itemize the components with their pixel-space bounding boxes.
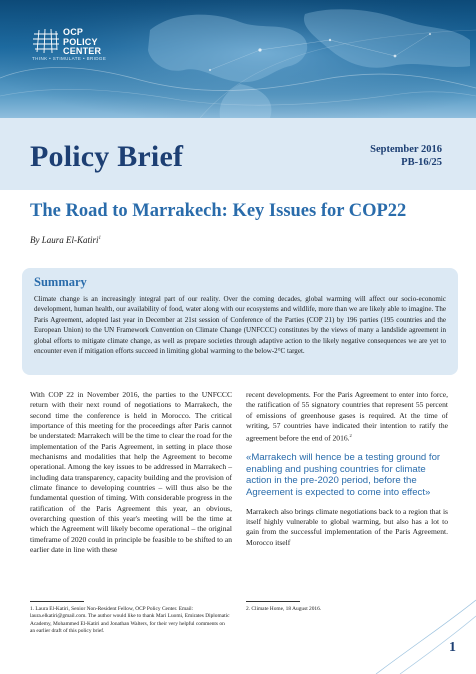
body-column-left [30, 390, 232, 556]
logo-line-1: OCP [63, 27, 84, 37]
author-footnote-ref: 1 [98, 236, 102, 241]
body-paragraph-text: recent developments. For the Paris Agreement to enter into force, the ratification of 55 signatory countries that represent 55 percent of emissions of greenhouse gases is required. At the time of writing, 57 countries have indicated their intention to ratify the agreement before the end of 2016. [246, 390, 448, 443]
footnote-divider [246, 601, 300, 602]
logo-line-2: POLICY [63, 36, 98, 47]
logo-tagline: THINK • STIMULATE • BRIDGE [32, 56, 107, 61]
body-paragraph: With COP 22 in November 2016, the parties to the UNFCCC return with their next round of negotiations to Marrakech, the second time the conference is held in Morocco. The critical importance of this meeting for the proceedings after Paris cannot be understated: Marrakech will be the time to clear the road for the implementation of the Paris Agreement, in setting in place those mechanisms and modalities that help the Agreement to become operational. Among the key issues to be addressed in Marrakech – including data transparency, capacity building and the provision of climate finance to developing countries – will thus also be the fundamental question of timing. With considerable progress in the ratification of the Paris Agreement this year, an obvious, overarching question of this year's meeting will be the time at which the Agreement will likely become operational – the original timeframe of 2020 could in principle be feasible to be shifted to an earlier date in line with these [30, 390, 233, 555]
pull-quote: «Marrakech will hence be a testing ground for enabling and pushing countries for climate action in the pre-2020 period, before the Agreement is expected to come into effect» [246, 452, 441, 499]
body-column-right [246, 390, 448, 548]
author-name: By Laura El-Katiri [30, 235, 99, 245]
footnote-2: 2. Climate Home, 18 August 2016. [246, 606, 322, 612]
publication-number: PB-16/25 [401, 157, 442, 168]
body-paragraph: Marrakech also brings climate negotiations back to a region that is itself highly vulnerable to global warming, but also has a lot to gain from the successful implementation of the Paris Agreement. Morocco itself [246, 506, 448, 547]
publication-meta [370, 143, 442, 169]
footnote-1: 1. Laura El-Katiri, Senior Non-Resident Fellow, OCP Policy Center. Email: laura.elkatiri@gmail.com. The author would like to thank Mari Luomi, Emirates Diplomatic Academy, Mohammed El-Katiri and Jonathan Walters, for their very helpful comments on an earlier draft of this policy brief. [30, 606, 230, 634]
summary-text: Climate change is an increasingly integral part of our reality. Over the coming decades, global warming will affect our socio-economic development, human health, our availability of food, water along with our ecosystems and wildlife, more than we are likely able to imagine. The Paris Agreement, adopted last year in December at 21st session of Conference of the Parties (COP 21) by 196 parties (195 countries and the European Union) to the UN Framework Convention on Climate Change (UNFCCC) constitutes by the views of many a landslide agreement in global efforts to mitigate climate change, as well as prepare societies through adaptive action to the likely negative consequences we are yet to encounter even if mitigation efforts succeed in limiting global warming to the below-2°C target. [34, 295, 446, 356]
footnote-ref: 2 [349, 433, 352, 439]
summary-box [22, 268, 458, 375]
logo-globe-icon [32, 28, 60, 54]
banner-image [0, 0, 476, 118]
summary-heading: Summary [34, 275, 87, 289]
publication-type-title: Policy Brief [30, 140, 184, 173]
author-byline [30, 235, 101, 245]
page-number: 1 [449, 640, 456, 655]
document-title: The Road to Marrakech: Key Issues for COP22 [30, 201, 407, 221]
body-paragraph [246, 390, 448, 444]
logo-line-3: CENTER [63, 46, 102, 56]
footnote-divider [30, 601, 84, 602]
ocp-policy-center-logo [32, 26, 122, 66]
publication-date: September 2016 [370, 144, 442, 155]
corner-decoration [356, 594, 476, 674]
